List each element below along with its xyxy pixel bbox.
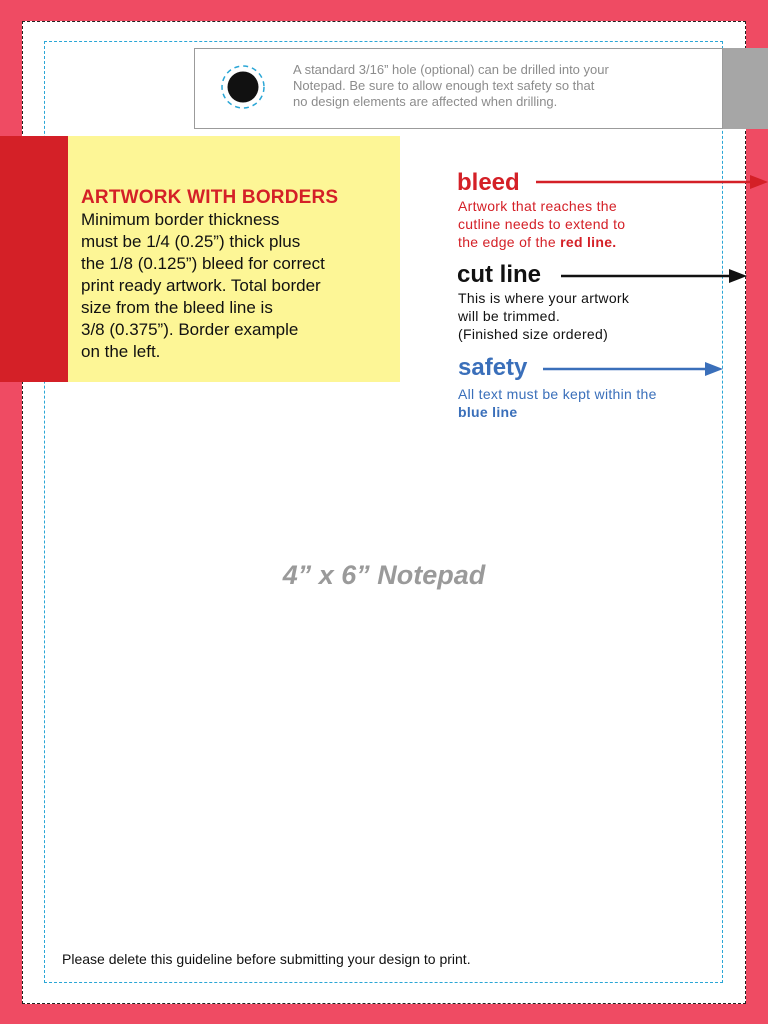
hole-note-line: no design elements are affected when drilling.	[293, 94, 558, 109]
safety-arrow-icon	[543, 361, 723, 377]
border-info-line: print ready artwork. Total border	[81, 276, 321, 295]
bleed-arrow-icon	[536, 174, 768, 190]
hole-note-shadow	[723, 48, 768, 129]
cut-line-line: (Finished size ordered)	[458, 326, 609, 342]
border-info-line: the 1/8 (0.125”) bleed for correct	[81, 254, 325, 273]
cut-line-heading: cut line	[457, 261, 542, 288]
cut-line-description	[458, 289, 629, 343]
hole-note-text	[293, 62, 703, 110]
footer-note: Please delete this guideline before submitting your design to print.	[62, 951, 471, 967]
bleed-heading: bleed	[457, 169, 520, 196]
product-title: 4” x 6” Notepad	[282, 560, 486, 590]
cut-line-line: will be trimmed.	[458, 308, 561, 324]
border-info-line: must be 1/4 (0.25”) thick plus	[81, 232, 301, 251]
border-info-line: 3/8 (0.375”). Border example	[81, 320, 299, 339]
bleed-line-emphasis: red line.	[560, 234, 617, 250]
bleed-line-3	[458, 233, 625, 251]
border-info-line: size from the bleed line is	[81, 298, 273, 317]
cut-line-arrow-icon	[561, 268, 747, 284]
border-info-line: on the left.	[81, 342, 161, 361]
border-info-line: Minimum border thickness	[81, 210, 280, 229]
border-example-swatch	[0, 136, 68, 382]
safety-line-emphasis: blue line	[458, 404, 518, 420]
bleed-line-prefix: the edge of the	[458, 234, 561, 250]
hole-note-line: Notepad. Be sure to allow enough text safety so that	[293, 78, 595, 93]
bleed-line: cutline needs to extend to	[458, 216, 626, 232]
bleed-description	[458, 197, 625, 251]
bleed-line: Artwork that reaches the	[458, 198, 617, 214]
safety-description	[458, 385, 657, 421]
border-info-text	[81, 209, 391, 363]
safety-heading: safety	[458, 354, 528, 381]
cut-line-line: This is where your artwork	[458, 290, 630, 306]
safety-line: All text must be kept within the	[458, 386, 657, 402]
hole-note-line: A standard 3/16” hole (optional) can be drilled into your	[293, 62, 609, 77]
border-info-title: ARTWORK WITH BORDERS	[81, 187, 339, 208]
drill-hole-icon	[220, 64, 266, 110]
